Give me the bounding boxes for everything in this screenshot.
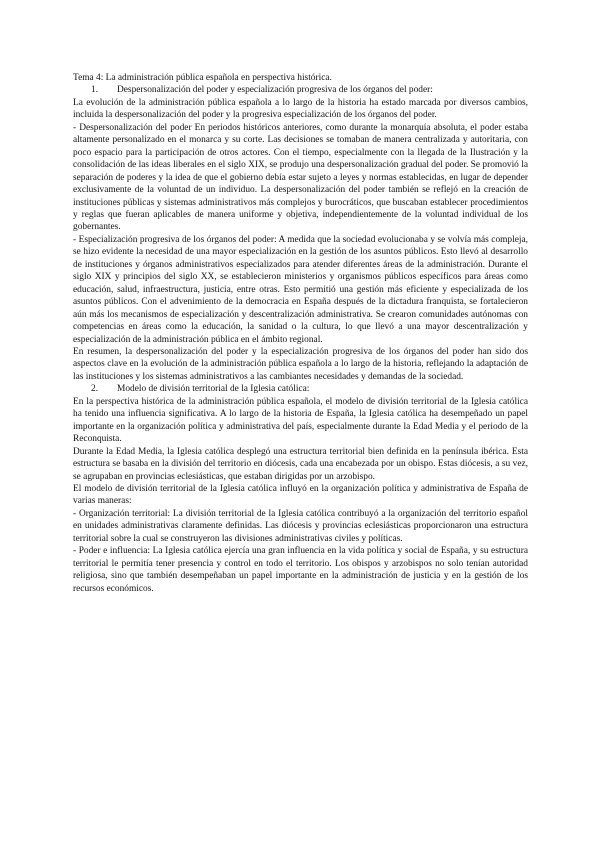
section-2-number: 2. [91,384,99,395]
territorial-organization-paragraph: - Organización territorial: La división territorial de la Iglesia católica contribuyó a la organización del territorio español en unidades administrativas claramente definidas. Las diócesis y provincias eclesiásticas proporcionaron una estructura territorial sobre la cual se construyeron las divisiones administrativas civiles y políticas. [73,508,528,544]
section-1-number: 1. [91,85,99,96]
middle-ages-paragraph: Durante la Edad Media, la Iglesia católica desplegó una estructura territorial bien definida en la península ibérica. Esta estructura se basaba en la división del territorio en diócesis, cada una encabezada por un obispo. Estas diócesis, a su vez, se agrupaban en provincias eclesiásticas, que estaban dirigidas por un arzobispo. [73,446,528,482]
section-1-summary: En resumen, la despersonalización del poder y la especialización progresiva de los órganos del poder han sido dos aspectos clave en la evolución de la administración pública española a lo largo de la historia, reflejando la adaptación de las instituciones y los sistemas administrativos a las cambiantes necesidades y demandas de la sociedad. [73,346,528,382]
section-1-intro: La evolución de la administración pública española a lo largo de la historia ha estado marcada por diversos cambios, incluida la despersonalización del poder y la progresiva especialización de los órganos del poder. [73,97,528,121]
section-1-heading-text: Despersonalización del poder y especialización progresiva de los órganos del poder: [117,85,433,96]
specialization-paragraph: - Especialización progresiva de los órganos del poder: A medida que la sociedad evolucionaba y se volvía más compleja, se hizo evidente la necesidad de una mayor especialización en la gestión de los asuntos públicos. Esto llevó al desarrollo de instituciones y órganos administrativos especializados para atender diferentes áreas de la administración. Durante el siglo XIX y principios del siglo XX, se establecieron ministerios y organismos públicos específicos para áreas como educación, salud, infraestructura, justicia, entre otras. Esto permitió una gestión más eficiente y especializada de los asuntos públicos. Con el advenimiento de la democracia en España después de la dictadura franquista, se fortalecieron aún más los mecanismos de especialización y descentralización administrativa. Se crearon comunidades autónomas con competencias en áreas como la educación, la sanidad o la cultura, lo que llevó a una mayor descentralización y especialización de la administración pública en el ámbito regional. [73,234,528,345]
section-2-intro: En la perspectiva histórica de la administración pública española, el modelo de división territorial de la Iglesia católica ha tenido una influencia significativa. A lo largo de la historia de España, la Iglesia católica ha desempeñado un papel importante en la organización política y administrativa del país, especialmente durante la Edad Media y el periodo de la Reconquista. [73,396,528,445]
influence-intro: El modelo de división territorial de la Iglesia católica influyó en la organización política y administrativa de España de varias maneras: [73,483,528,507]
section-1-heading [73,84,528,96]
document-title: Tema 4: La administración pública española en perspectiva histórica. [73,73,332,83]
document-page [73,72,528,595]
section-2-heading [73,383,528,395]
power-influence-paragraph: - Poder e influencia: La Iglesia católica ejercía una gran influencia en la vida política y social de España, y su estructura territorial le permitía tener presencia y control en todo el territorio. Los obispos y arzobispos no solo tenían autoridad religiosa, sino que también desempeñaban un papel importante en la administración de justicia y en la gestión de los recursos económicos. [73,546,528,594]
depersonalization-paragraph: - Despersonalización del poder En periodos históricos anteriores, como durante la monarquía absoluta, el poder estaba altamente personalizado en el monarca y su corte. Las decisiones se tomaban de manera centralizada y autoritaria, con poco espacio para la participación de otros actores. Con el tiempo, especialmente con la llegada de la Ilustración y la consolidación de las ideas liberales en el siglo XIX, se produjo una despersonalización gradual del poder. Se promovió la separación de poderes y la idea de que el gobierno debía estar sujeto a leyes y normas establecidas, en lugar de depender exclusivamente de la voluntad de un individuo. La despersonalización del poder también se reflejó en la creación de instituciones públicas y sistemas administrativos más complejos y burocráticos, que buscaban establecer procedimientos y reglas que fueran aplicables de manera uniforme y objetiva, independientemente de la voluntad individual de los gobernantes. [73,122,528,233]
section-2-heading-text: Modelo de división territorial de la Iglesia católica: [117,384,310,395]
